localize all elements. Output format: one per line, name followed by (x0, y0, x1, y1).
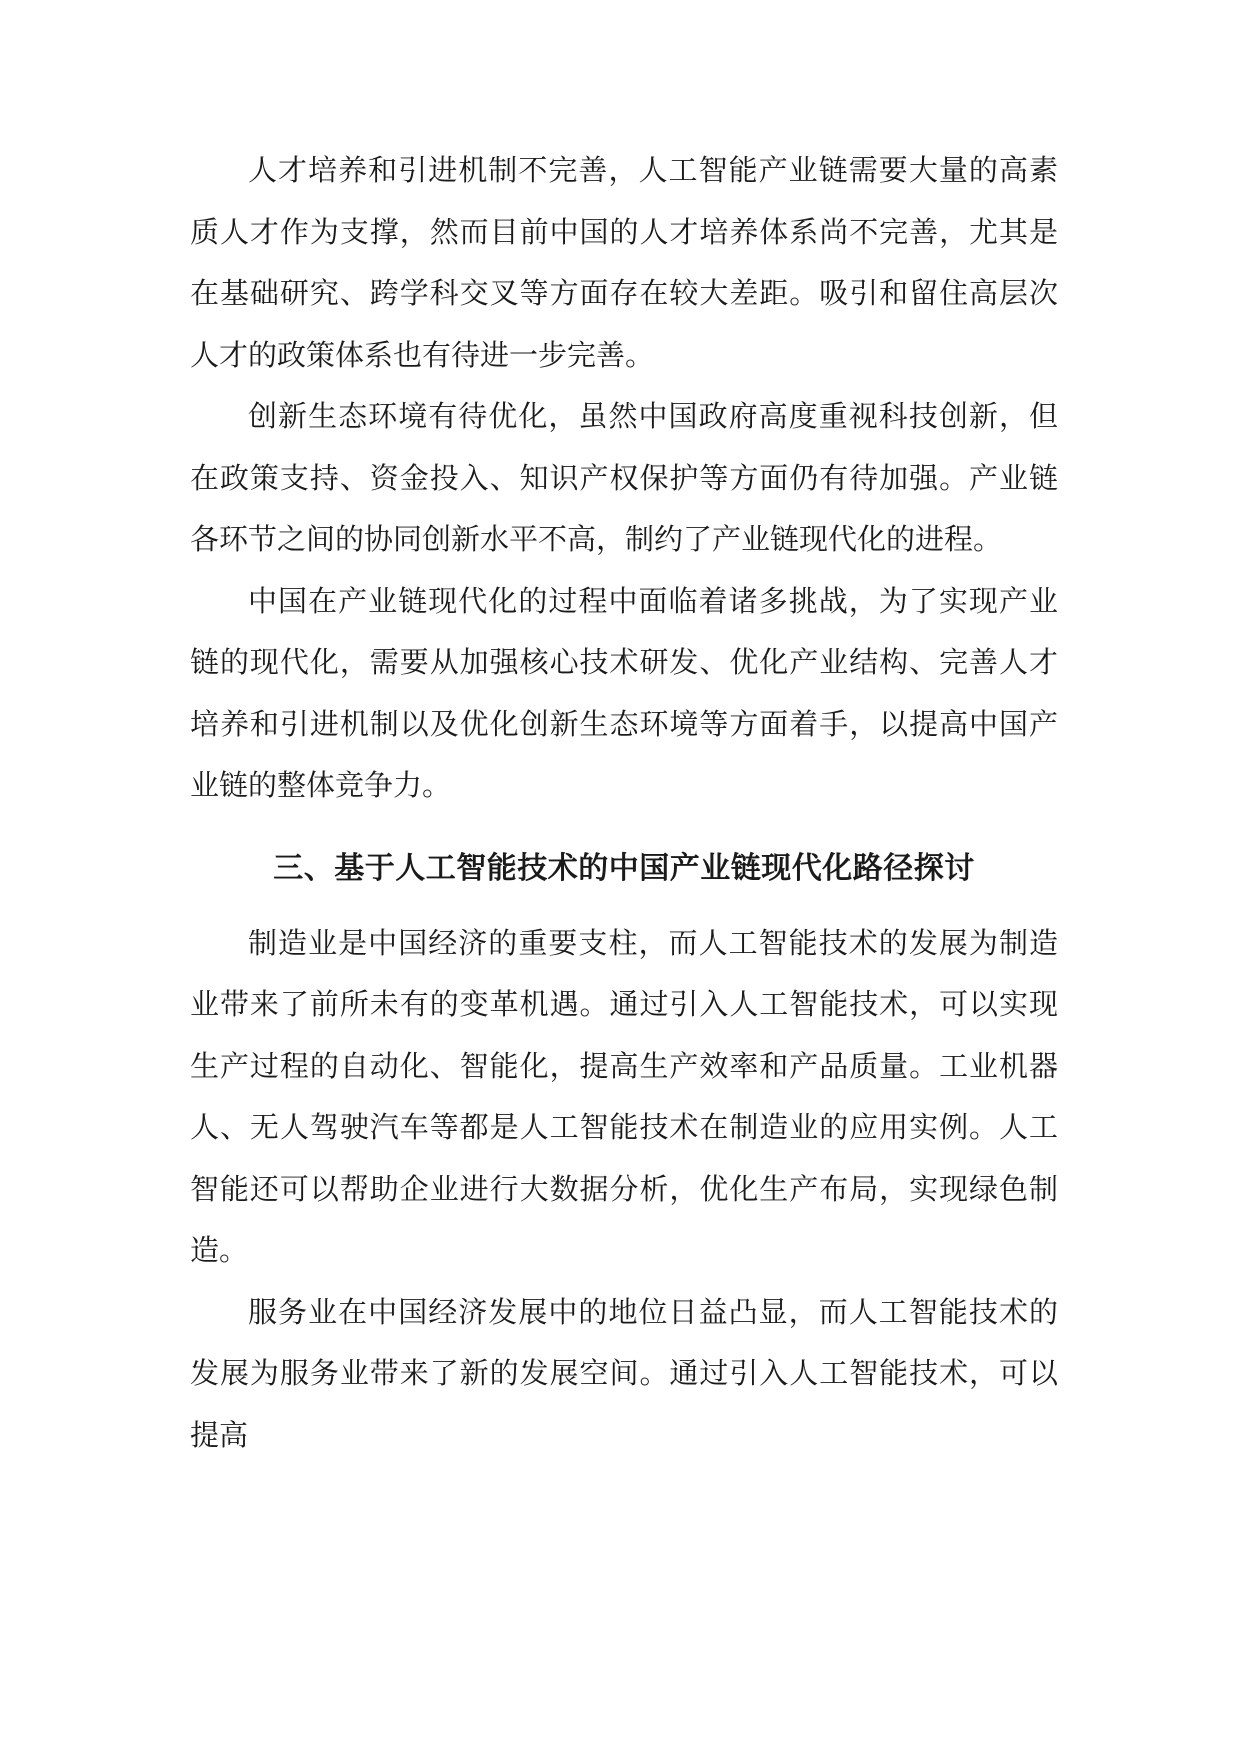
paragraph-innovation-ecosystem: 创新生态环境有待优化，虽然中国政府高度重视科技创新，但在政策支持、资金投入、知识产权保护等方面仍有待加强。产业链各环节之间的协同创新水平不高，制约了产业链现代化的进程。 (190, 399, 1058, 556)
paragraph-service-industry: 服务业在中国经济发展中的地位日益凸显，而人工智能技术的发展为服务业带来了新的发展空间。通过引入人工智能技术，可以提高 (190, 1294, 1058, 1452)
section-heading: 三、基于人工智能技术的中国产业链现代化路径探讨 (273, 850, 975, 886)
document-body (190, 140, 1058, 1466)
paragraph-manufacturing: 制造业是中国经济的重要支柱，而人工智能技术的发展为制造业带来了前所未有的变革机遇。通过引入人工智能技术，可以实现生产过程的自动化、智能化，提高生产效率和产品质量。工业机器人、无人驾驶汽车等都是人工智能技术在制造业的应用实例。人工智能还可以帮助企业进行大数据分析，优化生产布局，实现绿色制造。 (190, 925, 1058, 1267)
paragraph-challenges-summary: 中国在产业链现代化的过程中面临着诸多挑战，为了实现产业链的现代化，需要从加强核心技术研发、优化产业结构、完善人才培养和引进机制以及优化创新生态环境等方面着手，以提高中国产业链的整体竞争力。 (190, 583, 1058, 802)
paragraph-talent-mechanism: 人才培养和引进机制不完善，人工智能产业链需要大量的高素质人才作为支撑，然而目前中国的人才培养体系尚不完善，尤其是在基础研究、跨学科交叉等方面存在较大差距。吸引和留住高层次人才的政策体系也有待进一步完善。 (190, 153, 1058, 372)
